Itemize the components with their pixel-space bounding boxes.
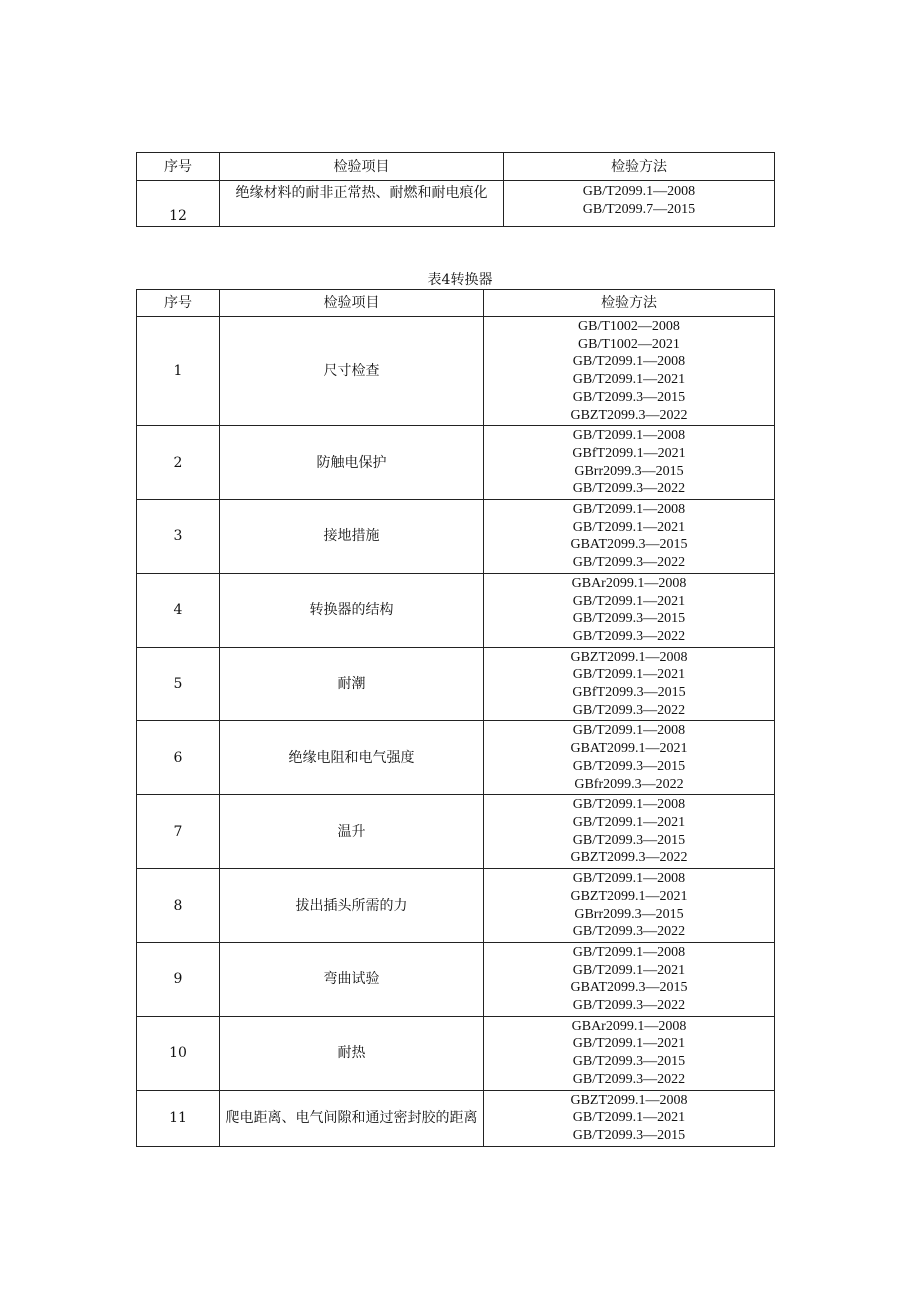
standard-code: GB/T2099.1—2008 xyxy=(572,797,686,813)
standard-code: GB/T2099.1—2008 xyxy=(572,502,686,518)
table-row xyxy=(137,869,775,943)
row-number: 6 xyxy=(137,721,220,795)
standard-code: GB/T2099.1—2021 xyxy=(572,814,686,830)
standard-code: GB/T2099.1—2008 xyxy=(572,428,686,444)
standard-code: GB/T2099.3—2022 xyxy=(572,924,686,940)
row-test-methods xyxy=(484,317,775,426)
row-number: 2 xyxy=(137,426,220,500)
table-row xyxy=(137,647,775,721)
table-row xyxy=(137,181,775,227)
standard-code: GB/T1002—2021 xyxy=(578,336,680,352)
row-number: 8 xyxy=(137,869,220,943)
standard-code: GB/T2099.1—2008 xyxy=(572,944,686,960)
standard-code: GB/T2099.3—2022 xyxy=(572,998,686,1014)
standard-code: GB/T2099.3—2022 xyxy=(572,555,686,571)
row-number: 9 xyxy=(137,942,220,1016)
standard-code: GBZT2099.1—2021 xyxy=(570,888,688,904)
standard-code: GB/T2099.3—2022 xyxy=(572,702,686,718)
standard-code: GBfT2099.1—2021 xyxy=(572,445,686,461)
standard-code: GB/T2099.3—2022 xyxy=(572,481,686,497)
standard-code: GBfT2099.3—2015 xyxy=(572,685,686,701)
row-test-methods xyxy=(484,500,775,574)
row-test-item: 转换器的结构 xyxy=(220,573,484,647)
table-row xyxy=(137,1016,775,1090)
table-row xyxy=(137,317,775,426)
table-row xyxy=(137,1090,775,1146)
standard-code: GBAr2099.1—2008 xyxy=(571,1018,687,1034)
table-row xyxy=(137,426,775,500)
table-row xyxy=(137,721,775,795)
row-test-methods xyxy=(484,869,775,943)
standard-code: GB/T2099.1—2021 xyxy=(572,519,686,535)
row-number: 5 xyxy=(137,647,220,721)
row-test-methods xyxy=(484,573,775,647)
row-test-methods xyxy=(484,1090,775,1146)
standard-code: GB/T1002—2008 xyxy=(578,319,680,334)
standard-code: GBZT2099.1—2008 xyxy=(570,649,688,665)
standard-code: GBrr2099.3—2015 xyxy=(574,463,684,479)
standard-code: GB/T2099.1—2021 xyxy=(572,1110,686,1126)
standard-code: GB/T2099.1—2008 xyxy=(582,184,696,199)
standard-code: GB/T2099.1—2021 xyxy=(572,1036,686,1052)
table-row xyxy=(137,942,775,1016)
row-test-methods xyxy=(484,795,775,869)
row-number: 3 xyxy=(137,500,220,574)
header-serial-number: 序号 xyxy=(137,153,220,181)
standard-code: GBAT2099.3—2015 xyxy=(570,537,688,553)
standard-code: GBAT2099.3—2015 xyxy=(570,980,688,996)
row-test-item: 接地措施 xyxy=(220,500,484,574)
row-test-methods xyxy=(504,181,775,227)
standard-code: GBZT2099.1—2008 xyxy=(570,1092,688,1108)
standard-code: GB/T2099.3—2015 xyxy=(572,1054,686,1070)
standard-code: GB/T2099.1—2021 xyxy=(572,593,686,609)
row-test-item: 爬电距离、电气间隙和通过密封胶的距离 xyxy=(220,1090,484,1146)
row-number: 10 xyxy=(137,1016,220,1090)
header-test-method: 检验方法 xyxy=(504,153,775,181)
standard-code: GB/T2099.1—2021 xyxy=(572,372,686,388)
standard-code: GB/T2099.7—2015 xyxy=(582,201,696,217)
standard-code: GB/T2099.3—2015 xyxy=(572,832,686,848)
standard-code: GB/T2099.1—2008 xyxy=(572,354,686,370)
standard-code: GBAT2099.1—2021 xyxy=(570,741,688,757)
row-test-methods xyxy=(484,647,775,721)
row-number: 7 xyxy=(137,795,220,869)
standard-code: GBZT2099.3—2022 xyxy=(570,407,688,423)
table-caption: 表4转换器 xyxy=(427,272,493,288)
row-test-item: 防触电保护 xyxy=(220,426,484,500)
table-row xyxy=(137,573,775,647)
table-row xyxy=(137,795,775,869)
standard-code: GB/T2099.3—2022 xyxy=(572,1071,686,1087)
row-test-item: 尺寸检查 xyxy=(220,317,484,426)
standard-code: GBZT2099.3—2022 xyxy=(570,850,688,866)
standard-code: GB/T2099.1—2008 xyxy=(572,723,686,739)
header-test-item: 检验项目 xyxy=(220,290,484,317)
header-test-method: 检验方法 xyxy=(484,290,775,317)
standard-code: GB/T2099.1—2021 xyxy=(572,667,686,683)
standard-code: GBrr2099.3—2015 xyxy=(574,906,684,922)
standard-code: GB/T2099.1—2008 xyxy=(572,871,686,887)
converter-test-table xyxy=(136,289,775,1147)
standard-code: GB/T2099.3—2015 xyxy=(572,758,686,774)
row-test-item: 弯曲试验 xyxy=(220,942,484,1016)
standard-code: GB/T2099.3—2015 xyxy=(572,1127,686,1143)
row-test-item: 温升 xyxy=(220,795,484,869)
header-test-item: 检验项目 xyxy=(220,153,504,181)
table-header-row xyxy=(137,153,775,181)
table-header-row xyxy=(137,290,775,317)
standard-code: GBAr2099.1—2008 xyxy=(571,575,687,591)
row-test-methods xyxy=(484,721,775,795)
table-row xyxy=(137,500,775,574)
standard-code: GBfr2099.3—2022 xyxy=(574,776,684,792)
continued-table xyxy=(136,152,775,227)
row-test-item: 绝缘电阻和电气强度 xyxy=(220,721,484,795)
row-number: 4 xyxy=(137,573,220,647)
row-test-item: 绝缘材料的耐非正常热、耐燃和耐电痕化 xyxy=(220,181,504,227)
row-number: 11 xyxy=(137,1090,220,1146)
row-test-item: 拔出插头所需的力 xyxy=(220,869,484,943)
standard-code: GB/T2099.3—2015 xyxy=(572,389,686,405)
row-number: 12 xyxy=(137,181,220,227)
row-number: 1 xyxy=(137,317,220,426)
row-test-methods xyxy=(484,426,775,500)
row-test-item: 耐热 xyxy=(220,1016,484,1090)
row-test-methods xyxy=(484,942,775,1016)
row-test-item: 耐潮 xyxy=(220,647,484,721)
header-serial-number: 序号 xyxy=(137,290,220,317)
standard-code: GB/T2099.1—2021 xyxy=(572,962,686,978)
standard-code: GB/T2099.3—2022 xyxy=(572,628,686,644)
row-test-methods xyxy=(484,1016,775,1090)
standard-code: GB/T2099.3—2015 xyxy=(572,611,686,627)
